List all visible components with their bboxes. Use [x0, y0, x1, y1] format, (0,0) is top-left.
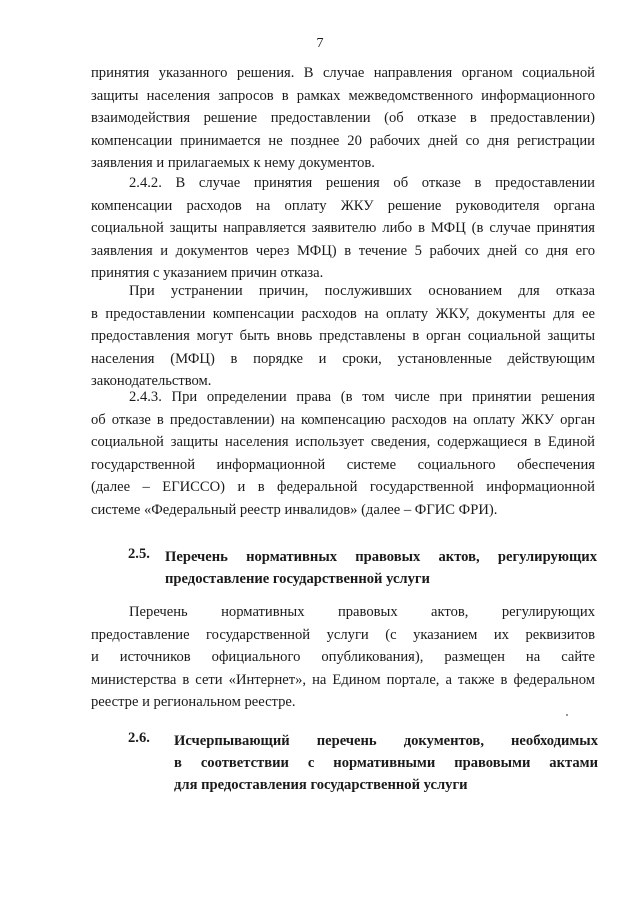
paragraph: [91, 172, 595, 285]
text-line: реестре и региональном реестре.: [91, 694, 296, 710]
text-line: государственной информационной системе социального обеспечения: [91, 456, 595, 473]
text-line: заявления и прилагаемых к нему документов.: [91, 155, 375, 171]
text-line: и источников официального опубликования), размещен на сайте: [91, 649, 595, 665]
paragraph: [91, 280, 595, 393]
heading-line: для предоставления государственной услуги: [174, 777, 468, 793]
text-line: системе «Федеральный реестр инвалидов» (далее – ФГИС ФРИ).: [91, 501, 498, 518]
text-line: 2.4.3. При определении права (в том числе при принятии решения: [129, 389, 595, 405]
text-line: социальной защиты направляется заявителю либо в МФЦ (в случае принятия: [91, 220, 595, 236]
text-line: компенсации расходов на оплату ЖКУ решение руководителя органа: [91, 197, 595, 214]
text-line: принятия с указанием причин отказа.: [91, 265, 324, 281]
paragraph: [91, 601, 595, 714]
section-number: 2.5.: [128, 546, 150, 562]
text-line: об отказе в предоставлении) на компенсацию расходов на оплату ЖКУ орган: [91, 411, 595, 428]
text-line: Перечень нормативных правовых актов, регулирующих: [129, 604, 595, 620]
text-line: предоставление государственной услуги (с указанием их реквизитов: [91, 626, 595, 643]
paragraph: [91, 62, 595, 175]
heading-line: в соответствии с нормативными правовыми актами: [174, 755, 598, 771]
page-number: 7: [316, 36, 324, 51]
text-line: социальной защиты населения использует сведения, содержащиеся в Единой: [91, 434, 595, 450]
section-number: 2.6.: [128, 730, 150, 746]
heading-line: Исчерпывающий перечень документов, необходимых: [174, 733, 598, 749]
text-line: министерства в сети «Интернет», на Едином портале, а также в федеральном: [91, 671, 595, 688]
text-line: в предоставлении компенсации расходов на оплату ЖКУ, документы для ее: [91, 305, 595, 322]
text-line: законодательством.: [91, 373, 212, 389]
text-line: предоставления могут быть вновь представлены в орган социальной защиты: [91, 328, 595, 344]
heading-line: Перечень нормативных правовых актов, регулирующих: [165, 549, 597, 565]
text-line: компенсации принимается не позднее 20 рабочих дней со дня регистрации: [91, 132, 595, 149]
text-line: защиты населения запросов в рамках межведомственного информационного: [91, 87, 595, 104]
text-line: населения (МФЦ) в порядке и сроки, установленные действующим: [91, 350, 595, 367]
scan-speck: [566, 714, 568, 716]
text-line: При устранении причин, послуживших основанием для отказа: [129, 283, 595, 299]
text-line: взаимодействия решение предоставлении (об отказе в предоставлении): [91, 110, 595, 126]
paragraph: [91, 386, 595, 521]
heading-line: предоставление государственной услуги: [165, 571, 430, 587]
text-line: 2.4.2. В случае принятия решения об отказе в предоставлении: [129, 175, 595, 191]
text-line: (далее – ЕГИССО) и в федеральной государственной информационной: [91, 479, 595, 495]
text-line: принятия указанного решения. В случае направления органом социальной: [91, 65, 595, 81]
section-title: [165, 546, 597, 590]
section-title: [174, 730, 598, 796]
text-line: заявления и документов через МФЦ) в течение 5 рабочих дней со дня его: [91, 242, 595, 259]
